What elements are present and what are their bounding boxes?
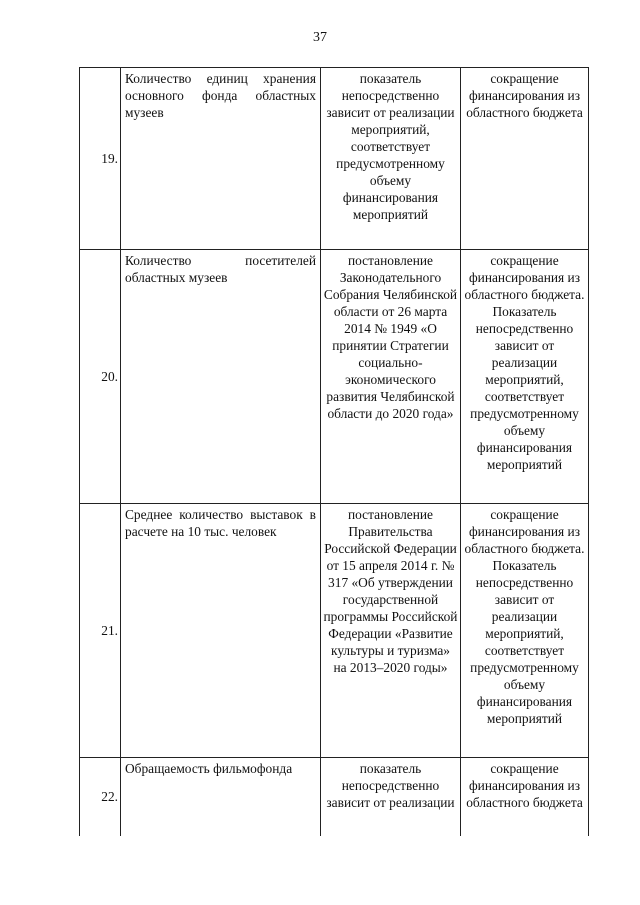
indicator-consequence: сокращение финансирования из областного бюджета. Показатель непосредственно зависит от реализации мероприятий, соответствует предусмотренному объему финансирования мероприятий — [461, 504, 589, 758]
table-row — [80, 504, 589, 758]
table-row — [80, 68, 589, 250]
row-number: 22. — [80, 758, 121, 836]
page-number: 37 — [313, 30, 327, 45]
table-row — [80, 758, 589, 836]
indicator-consequence: сокращение финансирования из областного бюджета — [461, 68, 589, 250]
indicator-basis: постановление Правительства Российской Федерации от 15 апреля 2014 г. № 317 «Об утверждении государственной программы Российской Федерации «Развитие культуры и туризма» на 2013–2020 годы» — [321, 504, 461, 758]
row-number: 21. — [80, 504, 121, 758]
indicator-consequence: сокращение финансирования из областного бюджета. Показатель непосредственно зависит от реализации мероприятий, соответствует предусмотренному объему финансирования мероприятий — [461, 250, 589, 504]
indicator-name: Обращаемость фильмофонда — [121, 758, 321, 836]
indicator-name: Количество посетителей областных музеев — [121, 250, 321, 504]
indicator-name: Количество единиц хранения основного фонда областных музеев — [121, 68, 321, 250]
indicator-basis: показатель непосредственно зависит от реализации мероприятий, соответствует предусмотренному объему финансирования мероприятий — [321, 68, 461, 250]
indicator-basis: показатель непосредственно зависит от реализации — [321, 758, 461, 836]
indicator-basis: постановление Законодательного Собрания Челябинской области от 26 марта 2014 № 1949 «О принятии Стратегии социально-экономического развития Челябинской области до 2020 года» — [321, 250, 461, 504]
indicator-consequence: сокращение финансирования из областного бюджета — [461, 758, 589, 836]
indicator-name: Среднее количество выставок в расчете на 10 тыс. человек — [121, 504, 321, 758]
row-number: 20. — [80, 250, 121, 504]
table-row — [80, 250, 589, 504]
row-number: 19. — [80, 68, 121, 250]
indicators-table — [79, 67, 589, 836]
